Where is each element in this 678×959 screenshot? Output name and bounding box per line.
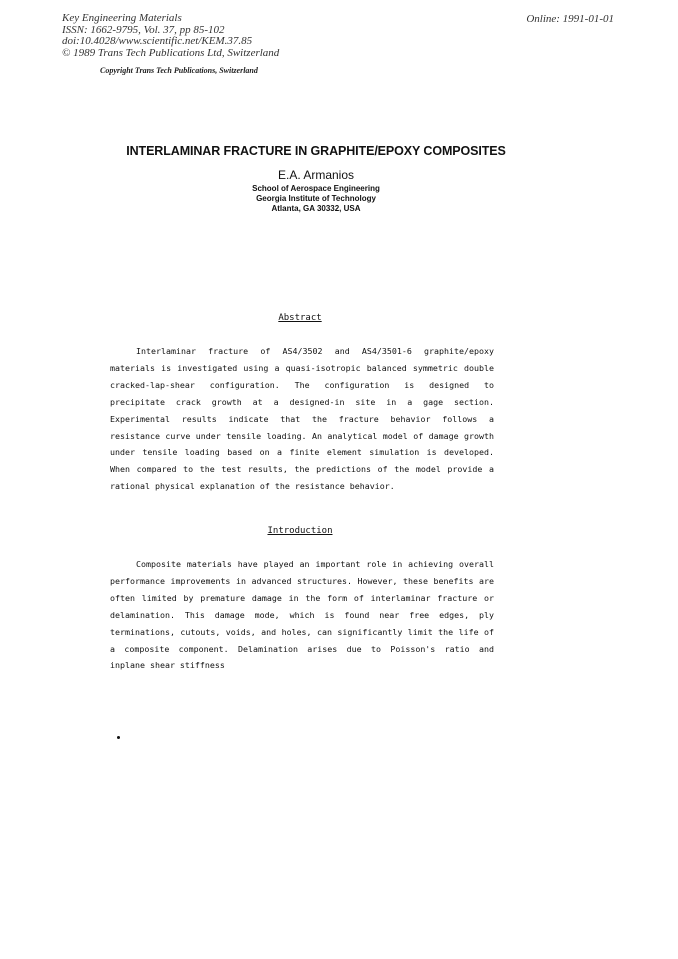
affiliation-school: School of Aerospace Engineering (252, 184, 380, 193)
introduction-heading: Introduction (267, 526, 333, 536)
paper-author: E.A. Armanios (277, 168, 355, 182)
abstract-heading: Abstract (278, 313, 322, 323)
stray-mark (117, 736, 120, 739)
introduction-paragraph: Composite materials have played an important role in achieving overall performance improvements in advanced structures. However, these benefits are often limited by premature damage in the form of interlaminar fracture or delamination. This damage mode, which is found near free edges, ply terminations, cutouts, voids, and holes, can significantly limit the life of a composite component. Delamination arises due to Poisson's ratio and inplane shear stiffness (110, 559, 494, 671)
introduction-body (110, 556, 494, 674)
doi-line: doi:10.4028/www.scientific.net/KEM.37.85 (62, 35, 253, 47)
copyright-line: © 1989 Trans Tech Publications Ltd, Switzerland (62, 46, 280, 59)
printed-copyright: Copyright Trans Tech Publications, Switzerland (100, 66, 258, 75)
abstract-body (110, 343, 494, 495)
affiliation-institute: Georgia Institute of Technology (256, 194, 376, 203)
journal-header (62, 13, 279, 59)
abstract-paragraph: Interlaminar fracture of AS4/3502 and AS4/3501-6 graphite/epoxy materials is investigated using a quasi-isotropic balanced symmetric double cracked-lap-shear configuration. The configuration is designed to precipitate crack growth at a designed-in site in a gage section. Experimental results indicate that the fracture behavior follows a resistance curve under tensile loading. An analytical model of damage growth under tensile loading based on a finite element simulation is developed. When compared to the test results, the predictions of the model provide a rational physical explanation of the resistance behavior. (110, 346, 494, 492)
author-affiliation (0, 184, 632, 214)
online-date: Online: 1991-01-01 (526, 13, 614, 25)
affiliation-address: Atlanta, GA 30332, USA (271, 204, 361, 213)
issn-line: ISSN: 1662-9795, Vol. 37, pp 85-102 (62, 23, 225, 36)
journal-name: Key Engineering Materials (62, 12, 182, 24)
paper-title: INTERLAMINAR FRACTURE IN GRAPHITE/EPOXY COMPOSITES (126, 144, 506, 158)
